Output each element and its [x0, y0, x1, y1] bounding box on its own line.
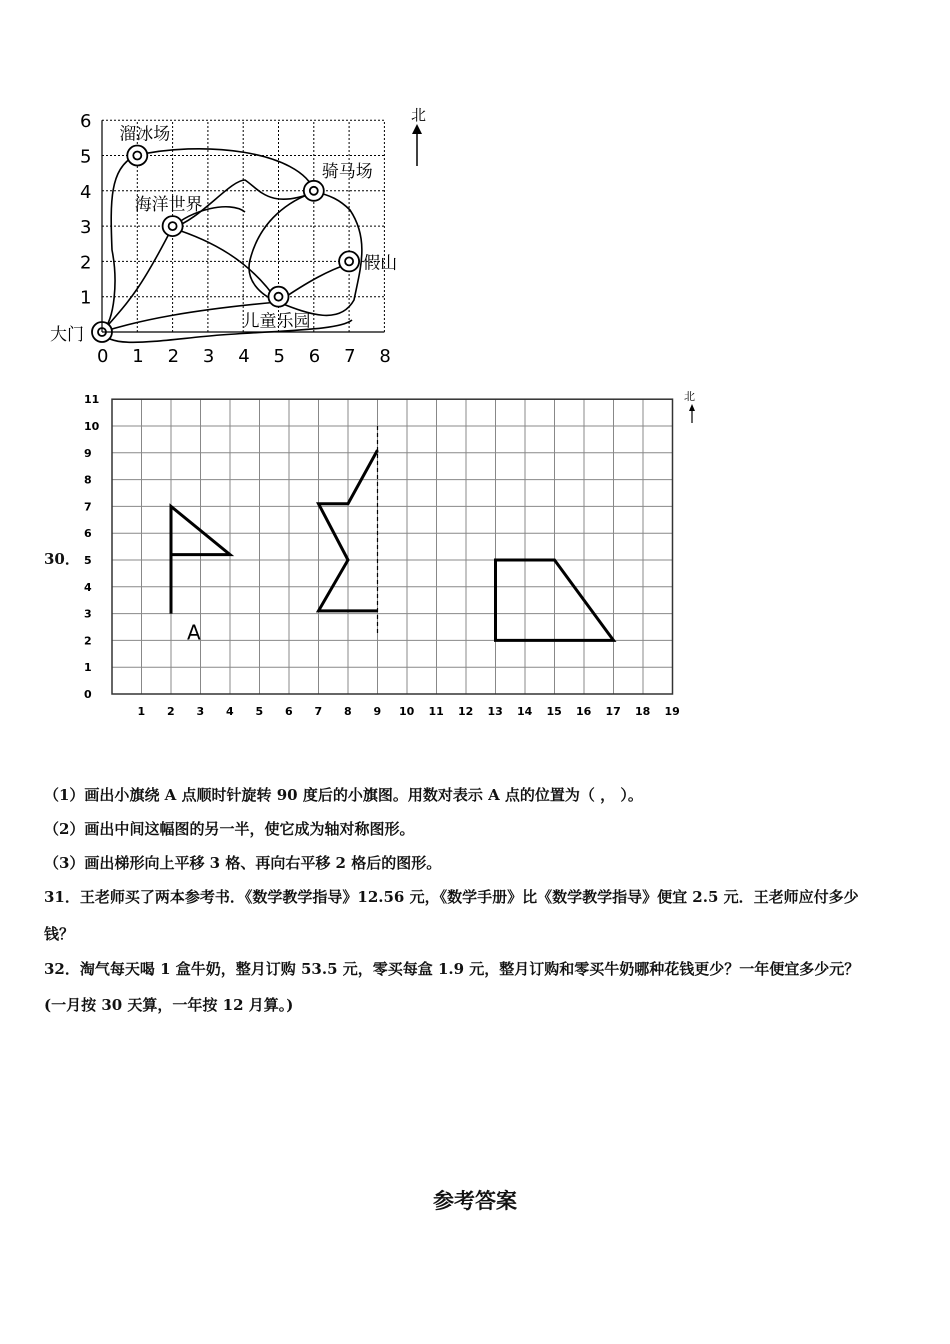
map-x-tick: 1 [132, 346, 144, 367]
map-x-tick: 3 [202, 346, 215, 367]
question-32-line1: 32．淘气每天喝 1 盒牛奶，整月订购 53.5 元，零买每盒 1.9 元，整月订购和零买牛奶哪种花钱更少？一年便宜多少元？ [44, 960, 860, 978]
map-x-tick: 8 [379, 346, 391, 367]
route-line [102, 320, 352, 342]
grid-x-tick: 6 [285, 705, 293, 718]
grid-x-tick: 18 [635, 705, 651, 718]
map-y-tick: 1 [80, 287, 92, 309]
map-x-tick: 6 [308, 346, 321, 367]
grid-y-tick: 7 [84, 500, 92, 514]
grid-y-tick: 10 [84, 420, 100, 433]
map-x-tick: 7 [344, 346, 356, 367]
grid-x-tick: 12 [458, 705, 474, 718]
grid-y-tick: 8 [84, 473, 92, 487]
route-line [102, 156, 134, 332]
route-line [172, 228, 278, 302]
map-y-tick: 3 [80, 217, 92, 239]
question-30-sub3: （3）画出梯形向上平移 3 格、再向右平移 2 格后的图形。 [44, 854, 442, 872]
place-label: 溜冰场 [119, 124, 171, 145]
grid-x-tick: 19 [664, 705, 680, 718]
place-marker [269, 287, 289, 307]
grid-y-tick: 2 [84, 634, 92, 648]
map-y-tick: 6 [80, 111, 92, 133]
place-label: 海洋世界 [134, 195, 203, 216]
grid-x-tick: 10 [399, 705, 415, 718]
map-y-tick: 2 [80, 252, 92, 274]
grid-x-tick: 4 [226, 705, 234, 718]
grid-y-tick: 4 [84, 580, 92, 594]
grid-y-tick: 1 [84, 661, 92, 675]
grid-x-tick: 13 [487, 705, 503, 718]
grid-y-tick: 6 [84, 527, 92, 541]
place-label: 假山 [363, 253, 398, 274]
point-a-label: A [187, 620, 201, 645]
place-marker [127, 146, 147, 166]
map-x-tick: 2 [167, 346, 180, 367]
place-marker [304, 181, 324, 201]
question-31-line2: 钱？ [44, 925, 75, 943]
grid-x-tick: 1 [137, 705, 146, 718]
answer-heading: 参考答案 [433, 1189, 517, 1213]
grid-x-tick: 7 [314, 705, 323, 718]
map-y-tick: 5 [80, 146, 92, 168]
question-30-number: 30． [44, 550, 80, 568]
park-map-figure [40, 100, 440, 380]
place-label: 儿童乐园 [242, 311, 311, 332]
grid-lines [112, 399, 673, 694]
grid-x-tick: 8 [344, 705, 352, 718]
grid-x-tick: 11 [428, 705, 444, 718]
question-32-line2: (一月按 30 天算，一年按 12 月算。) [44, 996, 294, 1014]
grid-x-tick: 16 [576, 705, 592, 718]
grid-y-tick: 3 [84, 607, 92, 621]
question-31-line1: 31．王老师买了两本参考书．《数学教学指导》12.56 元，《数学手册》比《数学教学指导》便宜 2.5 元．王老师应付多少 [44, 888, 859, 906]
grid-x-tick: 2 [167, 705, 175, 718]
map-axes [80, 111, 391, 367]
map-y-tick: 4 [80, 181, 92, 203]
grid-north-arrow-head [689, 404, 695, 411]
grid-y-tick: 5 [84, 554, 92, 567]
map-x-tick: 5 [273, 346, 285, 367]
grid-north-label: 北 [684, 390, 695, 403]
grid-y-tick: 11 [84, 393, 100, 407]
grid-x-tick: 17 [605, 705, 621, 718]
grid-x-tick: 9 [373, 705, 382, 718]
grid-border [112, 399, 673, 694]
grid-y-tick: 9 [84, 446, 92, 460]
grid-figure [70, 385, 710, 725]
route-line [102, 264, 348, 332]
question-30-sub2: （2）画出中间这幅图的另一半，使它成为轴对称图形。 [44, 820, 415, 838]
place-label: 大门 [50, 325, 84, 345]
north-label: 北 [411, 106, 427, 124]
place-label: 骑马场 [321, 161, 373, 182]
grid-x-tick: 15 [546, 705, 562, 718]
grid-x-tick: 5 [255, 705, 264, 718]
map-x-tick: 4 [238, 346, 250, 367]
grid-x-tick: 3 [196, 705, 205, 718]
map-x-tick: 0 [97, 346, 109, 367]
grid-x-tick: 14 [517, 705, 533, 718]
question-30-sub1: （1）画出小旗绕 A 点顺时针旋转 90 度后的小旗图。用数对表示 A 点的位置为（ ， ）。 [44, 786, 643, 804]
north-arrow-head [412, 124, 422, 134]
place-marker [163, 216, 183, 236]
place-marker [339, 251, 359, 271]
grid-y-tick: 0 [84, 688, 92, 701]
